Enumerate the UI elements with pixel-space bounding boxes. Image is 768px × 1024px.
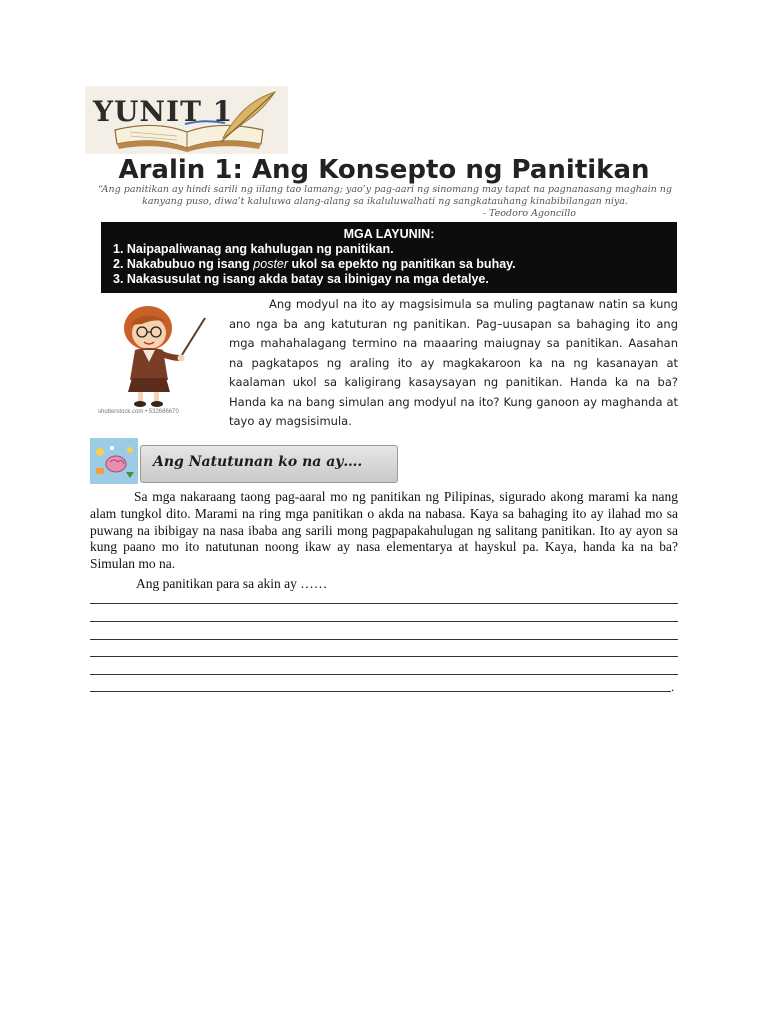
quote-author: - Teodoro Agoncillo [482,208,576,219]
objective-item-1: 1. Naipapaliwanag ang kahulugan ng panitikan. [113,242,394,256]
answer-line-6[interactable] [90,691,671,692]
answer-prompt: Ang panitikan para sa akin ay …… [136,576,328,591]
answer-end-mark: . [671,679,675,694]
unit-label: YUNIT 1 [93,95,234,128]
answer-line-3[interactable] [90,639,678,640]
brain-ideas-icon [90,438,138,484]
objectives-heading: MGA LAYUNIN: [343,227,435,241]
objective-item-2-poster: poster [253,257,289,271]
objective-item-2 [113,257,665,272]
answer-line-2[interactable] [90,621,678,622]
answer-line-4[interactable] [90,656,678,657]
objective-item-2-start: 2. Nakabubuo ng isang [113,257,254,271]
section-banner [140,445,398,483]
intro-paragraph [229,295,678,432]
intro-text: Ang modyul na ito ay magsisimula sa muling pagtanaw natin sa kung ano nga ba ang katuturan ng panitikan. Pag–uusapan sa bahaging ito ang mga mahahalagang termino na maaaring maiugnay sa panitikan. Aasahan na pagkatapos ng araling ito ay magkakaroon ka na ng kasanayan at kaalaman ukol sa kaligirang kasaysayan ng panitikan. Handa ka na ba? Handa ka na bang simulan ang modyul na ito? Kung ganoon ay maghanda at tayo ay magsisimula. [229,297,678,428]
teacher-pointer-icon [108,300,208,408]
section-title: Ang Natutunan ko na ay…. [153,454,363,470]
lesson-title: Aralin 1: Ang Konsepto ng Panitikan [118,155,650,185]
lesson-quote: “Ang panitikan ay hindi sarili ng iilang tao lamang; yao’y pag-aari ng sinomang may tapat na pagnanasang maghain ng kanyang puso, diwa’t kaluluwa alang-alang sa ikaluluwalhati ng sangkatauhang kinabibilangan niya. [98,184,672,207]
answer-line-5[interactable] [90,674,678,675]
body-paragraph [90,489,678,573]
objective-item-2-end: ukol sa epekto ng panitikan sa buhay. [288,257,516,271]
image-caption: shutterstock.com • 532686670 [98,409,179,415]
unit-banner [85,86,288,154]
objectives-box [101,222,677,293]
objective-item-3: 3. Nakasusulat ng isang akda batay sa ibinigay na mga detalye. [113,272,489,286]
answer-line-1[interactable] [90,603,678,604]
body-text: Sa mga nakaraang taong pag-aaral mo ng panitikan ng Pilipinas, sigurado akong marami ka nang alam tungkol dito. Marami na ring mga panitikan o akda na nabasa. Kaya sa bahaging ito ay ilahad mo sa puwang na ibibigay na nasa ibaba ang sarili mong pagpapakahulugan ng salitang panitikan. Ito ay ayon sa kung paano mo ito natutunan noong ikaw ay nasa elementarya at hayskul pa. Kaya, handa ka na ba? Simulan mo na. [90,489,678,572]
